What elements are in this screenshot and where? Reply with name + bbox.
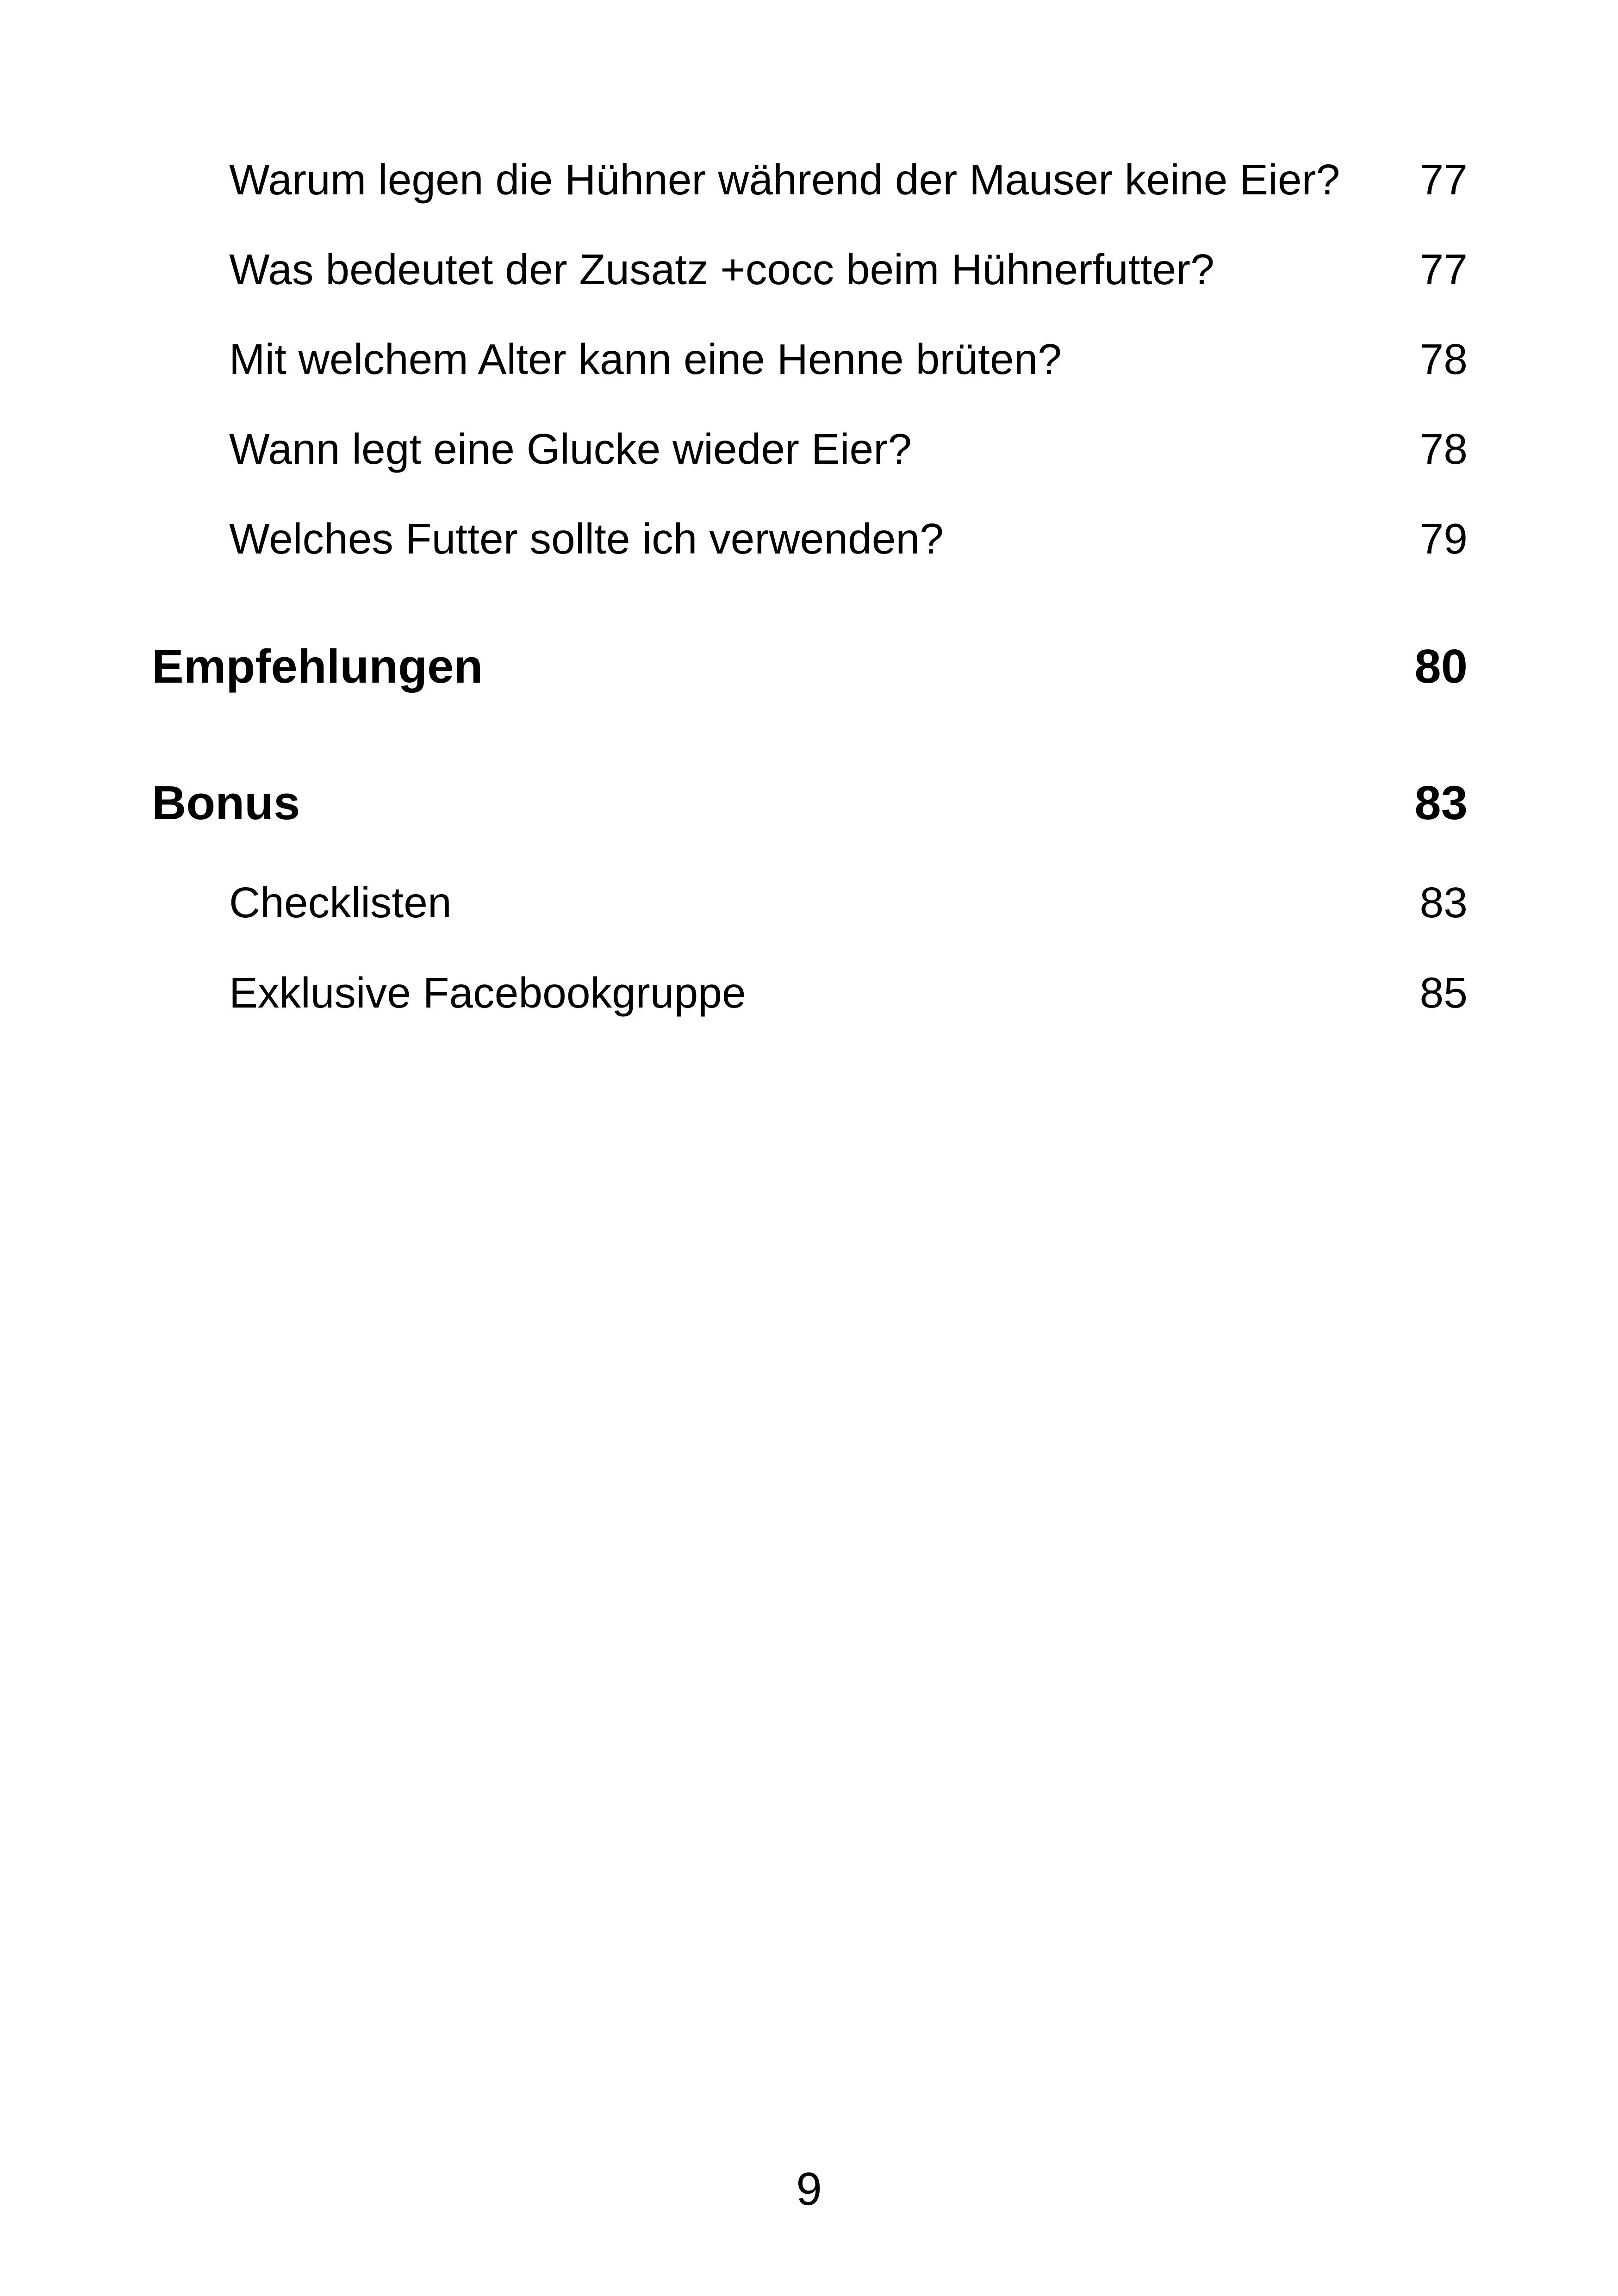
page-number: 9: [796, 2163, 822, 2215]
toc-entry-title: Welches Futter sollte ich verwenden?: [229, 515, 944, 563]
toc-chapter-title: Empfehlungen: [152, 640, 483, 693]
toc-chapter-page: 80: [1414, 640, 1468, 693]
toc-chapter-title: Bonus: [152, 776, 300, 829]
toc-entry-title: Mit welchem Alter kann eine Henne brüten?: [229, 335, 1062, 383]
toc-entry[interactable]: [0, 149, 1618, 210]
toc-chapter-bonus[interactable]: [0, 773, 1618, 833]
toc-entry[interactable]: [0, 329, 1618, 389]
toc-entry[interactable]: [0, 419, 1618, 479]
toc-entry-page: 83: [1419, 878, 1468, 927]
toc-entry-title: Checklisten: [229, 878, 452, 927]
toc-entry-title: Wann legt eine Glucke wieder Eier?: [229, 425, 912, 473]
toc-entry-page: 77: [1419, 156, 1468, 204]
toc-chapter-page: 83: [1414, 776, 1468, 829]
toc-entry-page: 78: [1419, 335, 1468, 383]
toc-entry-page: 79: [1419, 515, 1468, 563]
toc-entry-title: Warum legen die Hühner während der Mauser keine Eier?: [229, 156, 1340, 204]
toc-entry-page: 85: [1419, 969, 1468, 1017]
toc-entry-title: Was bedeutet der Zusatz +cocc beim Hühnerfutter?: [229, 245, 1214, 293]
toc-entry[interactable]: [0, 963, 1618, 1023]
toc-entry[interactable]: [0, 509, 1618, 569]
toc-entry[interactable]: [0, 239, 1618, 299]
toc-entry-page: 78: [1419, 425, 1468, 473]
toc-chapter-empfehlungen[interactable]: [0, 636, 1618, 697]
toc-entry-page: 77: [1419, 245, 1468, 293]
toc-entry[interactable]: [0, 872, 1618, 933]
toc-entry-title: Exklusive Facebookgruppe: [229, 969, 746, 1017]
